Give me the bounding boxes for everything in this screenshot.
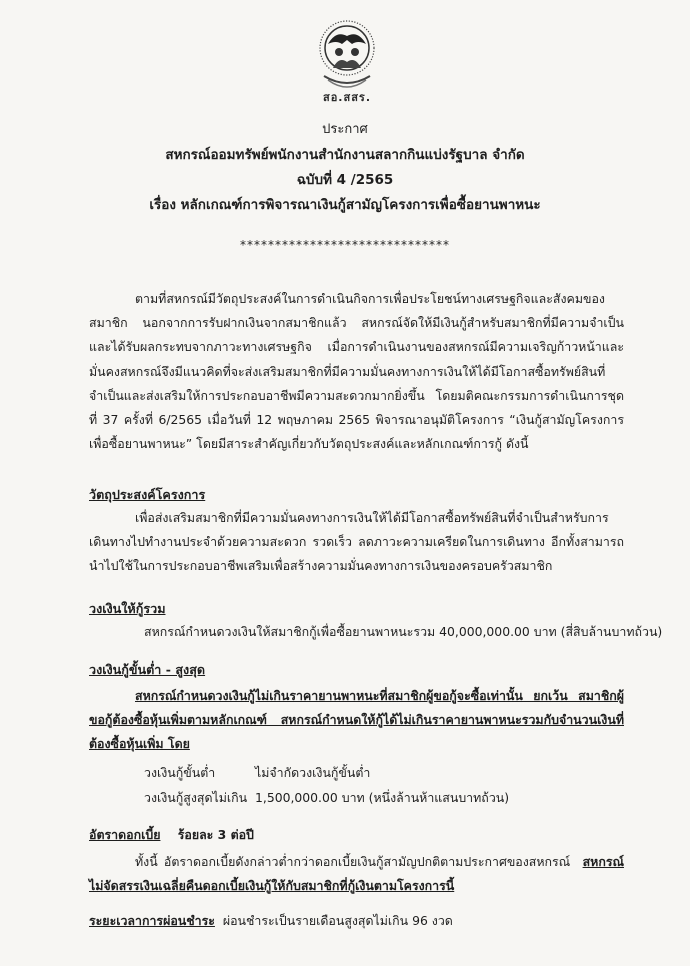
loan-limit-text: สหกรณ์กำหนดวงเงินให้สมาชิกกู้เพื่อซื้อยานพาหนะรวม 40,000,000.00 บาท (สี่สิบล้านบาทถ้วน) [144, 624, 663, 639]
repayment-text: ผ่อนชำระเป็นรายเดือนสูงสุดไม่เกิน 96 งวด [222, 913, 453, 928]
repayment-row [89, 912, 453, 931]
interest-rate: ร้อยละ 3 ต่อปี [177, 827, 254, 842]
min-max-heading: วงเงินกู้ขั้นต่ำ - สูงสุด [89, 662, 206, 677]
objective-text: เพื่อส่งเสริมสมาชิกที่มีความมั่นคงทางการเงินให้ได้มีโอกาสซื้อทรัพย์สินที่จำเป็นสำหรับการเดินทางไปทำงานประจำด้วยความสะดวก รวดเร็ว ลดภาวะความเครียดในการเดินทาง อีกทั้งสามารถนำไปใช้ในการประกอบอาชีพเสริมเพื่อสร้างความมั่นคงทางการเงินของครอบครัวสมาชิก [89, 510, 624, 574]
interest-text [89, 850, 624, 898]
announcement-number: ฉบับที่ 4 /2565 [296, 172, 394, 188]
repayment-heading: ระยะเวลาการผ่อนชำระ [89, 913, 215, 928]
interest-text-plain: ทั้งนี้ อัตราดอกเบี้ยดังกล่าวต่ำกว่าดอกเบี้ยเงินกู้สามัญปกติตามประกาศของสหกรณ์ [135, 854, 571, 869]
interest-heading-row [89, 826, 254, 845]
intro-paragraph: ตามที่สหกรณ์มีวัตถุประสงค์ในการดำเนินกิจการเพื่อประโยชน์ทางเศรษฐกิจและสังคมของสมาชิก นอกจากการรับฝากเงินจากสมาชิกแล้ว สหกรณ์จัดให้มีเงินกู้สำหรับสมาชิกที่มีความจำเป็นและได้รับผลกระทบจากภาวะทางเศรษฐกิจ เมื่อการดำเนินงานของสหกรณ์มีความเจริญก้าวหน้าและมั่นคงสหกรณ์จึงมีแนวคิดที่จะส่งเสริมสมาชิกที่มีความมั่นคงทางการเงินให้ได้มีโอกาสซื้อทรัพย์สินที่จำเป็นและส่งเสริมให้การประกอบอาชีพมีความสะดวกมากยิ่งขึ้น โดยมติคณะกรรมการดำเนินการชุดที่ 37 ครั้งที่ 6/2565 เมื่อวันที่ 12 พฤษภาคม 2565 พิจารณาอนุมัติโครงการ “เงินกู้สามัญโครงการเพื่อซื้อยานพาหนะ” โดยมีสาระสำคัญเกี่ยวกับวัตถุประสงค์และหลักเกณฑ์การกู้ ดังนี้ [89, 291, 624, 452]
interest-text-bold: สหกรณ์ไม่จัดสรรเงินเฉลี่ยคืนดอกเบี้ยเงินกู้ให้กับสมาชิกที่กู้เงินตามโครงการนี้ [89, 854, 624, 894]
organization-name: สหกรณ์ออมทรัพย์พนักงานสำนักงานสลากกินแบ่งรัฐบาล จำกัด [165, 147, 525, 163]
logo-text: สอ.สสร. [322, 91, 371, 104]
interest-heading: อัตราดอกเบี้ย [89, 827, 161, 842]
objective-heading: วัตถุประสงค์โครงการ [89, 487, 206, 502]
max-loan-value: 1,500,000.00 บาท (หนึ่งล้านห้าแสนบาทถ้วน) [255, 790, 510, 805]
loan-limit-heading: วงเงินให้กู้รวม [89, 601, 166, 616]
separator-stars: ****************************** [240, 238, 450, 252]
announcement-label: ประกาศ [322, 122, 368, 137]
announcement-subject: เรื่อง หลักเกณฑ์การพิจารณาเงินกู้สามัญโครงการเพื่อซื้อยานพาหนะ [149, 197, 541, 213]
min-max-text: สหกรณ์กำหนดวงเงินกู้ไม่เกินราคายานพาหนะที่สมาชิกผู้ขอกู้จะซื้อเท่านั้น ยกเว้น สมาชิกผู้ขอกู้ต้องซื้อหุ้นเพิ่มตามหลักเกณฑ์ สหกรณ์กำหนดให้กู้ได้ไม่เกินราคายานพาหนะรวมกับจำนวนเงินที่ต้องซื้อหุ้นเพิ่ม โดย [89, 688, 624, 752]
min-loan-value: ไม่จำกัดวงเงินกู้ขั้นต่ำ [255, 765, 371, 780]
min-loan-label: วงเงินกู้ขั้นต่ำ [144, 765, 216, 780]
max-loan-label: วงเงินกู้สูงสุดไม่เกิน [144, 790, 248, 805]
